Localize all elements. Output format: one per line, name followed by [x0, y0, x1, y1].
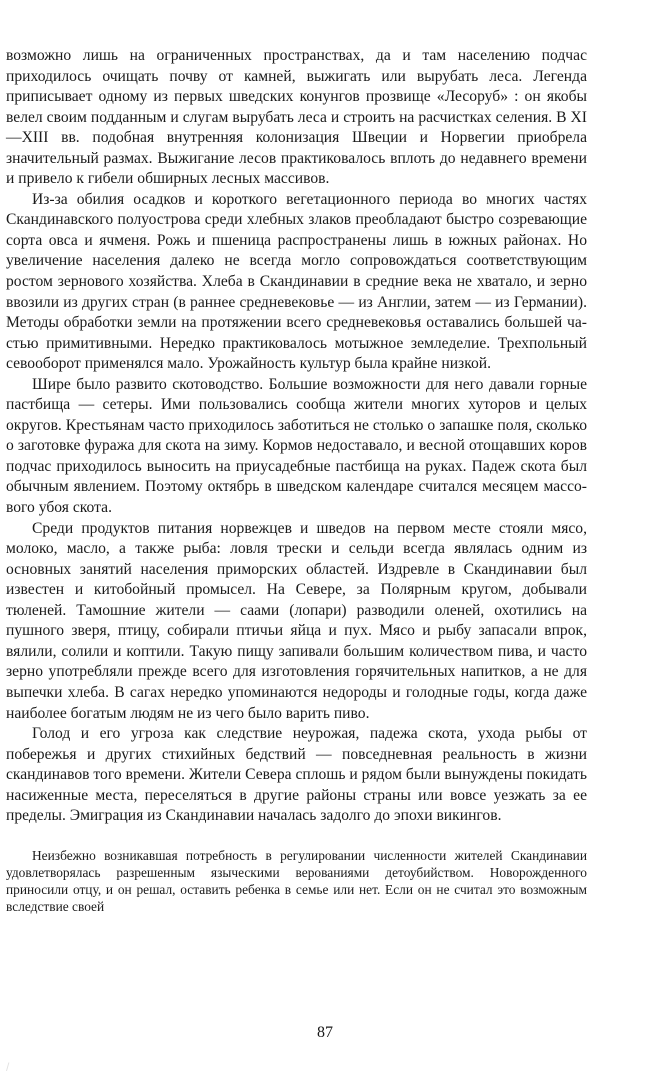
paragraph-2: Из-за обилия осадков и короткого вегетационного периода во многих частях Скандинавского полуострова среди хлебных злаков преобладают быстро созревающие сорта овса и ячменя. Рожь и пшеница распространены лишь в южных районах. Но увеличение населения далеко не всегда могло сопровождаться соответствующим ростом зернового хозяйства. Хлеба в Скандинавии в средние века не хватало, и зерно ввозили из других стран (в раннее средневековье — из Англии, затем — из Германии). Методы обработки земли на протяжении всего средневековья оставались большей частью примитивными. Нередко практиковалось мотыжное земледелие. Трехпольный севооборот применялся мало. Урожайность культур была крайне низкой.	[6, 190, 587, 373]
paragraph-1: возможно лишь на ограниченных пространствах, да и там населению подчас приходилось очищать почву от камней, выжигать или вырубать леса. Легенда приписывает одному из первых шведских конунгов прозвище «Лесоруб» : он якобы велел своим подданным и слугам вырубать леса и строить на расчистках селения. В XI—XIII вв. подобная внутренняя колонизация Швеции и Норвегии приобрела значительный размах. Выжигание лесов практиковалось вплоть до недавнего времени и привело к гибели обширных лесных массивов.	[6, 47, 587, 188]
paragraph-4: Среди продуктов питания норвежцев и шведов на первом месте стояли мясо, молоко, масло, а также рыба: ловля трески и сельди всегда являлась одним из основных занятий населения приморских областей. Издревле в Скандинавии был известен и китобойный промысел. На Севере, за Полярным кругом, добывали тюленей. Тамошние жители — саами (лопари) разводили оленей, охотились на пушного зверя, птицу, собирали птичьи яйца и пух. Мясо и рыбу запасали впрок, вялили, солили и коптили. Такую пищу запивали большим количеством пива, и часто зерно употребляли прежде всего для изготовления горячительных напитков, а не для выпечки хлеба. В сагах нередко упоминаются недороды и голодные годы, когда даже наиболее богатым людям не из чего было варить пиво.	[6, 519, 587, 722]
page-number: 87	[317, 1024, 333, 1041]
paragraph-3: Шире было развито скотоводство. Большие возможности для него давали горные пастбища — сетеры. Ими пользовались сообща жители многих хуторов и целых округов. Крестьянам часто приходилось заботиться не столько о запашке поля, сколько о заготовке фуража для скота на зиму. Кормов недоставало, и весной отощавших коров подчас приходилось выносить на приусадебные пастбища на руках. Падеж скота был обычным явлением. Поэтому октябрь в шведском календаре считался месяцем массового убоя скота.	[6, 375, 587, 517]
paragraph-5: Голод и его угроза как следствие неурожая, падежа скота, ухода рыбы от побережья и других стихийных бедствий — повседневная реальность в жизни скандинавов того времени. Жители Севера сплошь и рядом были вынуждены покидать насиженные места, переселяться в другие районы страны или вовсе уезжать за ее пределы. Эмиграция из Скандинавии началась задолго до эпохи викингов.	[6, 725, 587, 825]
corner-mark: /	[6, 1060, 10, 1074]
main-text	[6, 46, 587, 827]
page-content	[6, 46, 587, 916]
extract-text	[6, 847, 587, 916]
extract-paragraph: Неизбежно возникавшая потребность в регулировании численности жителей Скандинавии удовлетворялась разрешенным языческими верованиями детоубийством. Новорожденного приносили отцу, и он решал, оставить ребенка в семье или нет. Если он не считал это возможным вследствие своей	[6, 847, 587, 915]
